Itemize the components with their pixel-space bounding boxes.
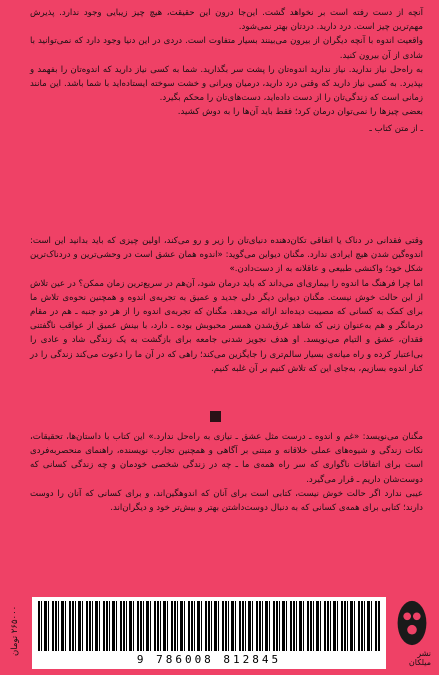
barcode xyxy=(32,597,386,669)
description-block xyxy=(30,234,423,376)
description-paragraph: اما چرا فرهنگ ما اندوه را بیماری‌ای می‌داند که باید درمان شود، آن‌هم در سریع‌ترین زمان ممکن؟ در عین تلاش از این حالت خوش نیست. مگنان دیواین دیگر دلی جدید و عمیق به تجربه‌ی اندوه و همچنین نحوه‌ی تلاش ما برای کمک به کسانی که مصیبت دیده‌اند ارائه می‌دهد. مگنان که تجربه‌ی اندوه را از هر دو جنبه ـ هم در مقام درمانگر و هم به‌عنوان زنی که شاهد غرق‌شدن همسر محبوبش بوده ـ دارد، با بینش عمیق از عواقب ناگفتنی فقدان، عشق و التیام می‌نویسد. او هدف نجویز شدنی جامعه برای بازگشت به یک زندگی شاد و عادی را بی‌اعتبار کرده و راه میانه‌ی بسیار سالم‌تری را جایگزین می‌کند؛ راهی که در آن ما را دعوت می‌کند زندگی را در کنار اندوه بسازیم، به‌جای این که تلاش کنیم بر آن غلبه کنیم. xyxy=(30,278,423,374)
review-block xyxy=(30,430,423,515)
publisher-logo xyxy=(393,599,431,667)
review-paragraph: عیبی ندارد اگر حالت خوش نیست، کتابی است برای آنان که اندوهگین‌اند، و برای کسانی که آنان را دوست دارند؛ کتابی برای همه‌ی کسانی که به دنبال دوست‌داشتن بهتر و بیش‌تر خود و دیگران‌اند. xyxy=(30,488,423,514)
publisher-logo-icon xyxy=(395,599,429,647)
publisher-name: نشر میلکان xyxy=(408,649,431,667)
quote-paragraph: آنچه از دست رفته است بر نخواهد گشت. این‌جا درون این حقیقت، هیچ چیز زیبایی وجود ندارد. پذیرش مهم‌ترین چیز است. درد دارید. درد‌تان بهتر نمی‌شود. xyxy=(30,8,423,33)
description-paragraph: وقتی فقدانی در دناک یا اتفاقی تکان‌دهنده دنیای‌تان را زیر و رو می‌کند، اولین چیزی که باید بدانید این است: اندوه‌گین شدن هیچ ایرادی ندارد. مگنان دیواین می‌گوید: «اندوه همان عشق است در وحشی‌ترین و دردناک‌ترین شکل خود؛ واکنشی طبیعی و عاقلانه به از دست‌دادن.» xyxy=(30,236,423,275)
price-label: ۲۶۵۰۰۰ تومان xyxy=(10,605,20,657)
square-divider xyxy=(210,411,221,422)
isbn-number: 9 786008 812845 xyxy=(136,653,282,666)
barcode-bars xyxy=(38,601,380,651)
quote-source: ـ از متن کتاب ـ xyxy=(369,123,423,134)
quote-paragraph: بعضی چیزها را نمی‌توان درمان کرد؛ فقط باید آن‌ها را به دوش کشید. xyxy=(177,107,423,118)
quote-paragraph: واقعیت اندوه با آنچه دیگران از بیرون می‌بینند بسیار متفاوت است. دردی در این دنیا وجود دارد که نمی‌توانید با شادی از آن بیرون کنید. xyxy=(30,36,423,61)
quote-block xyxy=(30,6,423,136)
quote-paragraph: به راه‌حل نیاز ندارید. نیاز ندارید اندوه‌تان را پشت سر بگذارید. شما به کسی نیاز دارید که اندوه‌تان را بفهمد و بپذیرد. به کسی نیاز دارید که وقتی درد دارید، درمیان ویرانی و خشت سوخته ایستاده‌اید با شما باشد. این مانند زمانی است که زندگی‌تان را از دست داده‌اید، دست‌های‌تان را محکم بگیرد. xyxy=(30,64,423,104)
review-paragraph: مگنان می‌نویسد: «غم و اندوه ـ درست مثل عشق ـ نیازی به راه‌حل ندارد.» این کتاب با داستان‌ها، تحقیقات، نکات زندگی و شیوه‌های عملی خلاقانه و مبتنی بر آگاهی و همچنین تجارب نویسنده، راهنمای منحصربه‌فردی است برای اتفاقات ناگواری که سر راه همه‌ی ما ـ چه در زندگی شخصی خودمان و چه زندگی کسانی که دوست‌شان داریم ـ قرار می‌گیرد. xyxy=(30,432,423,485)
